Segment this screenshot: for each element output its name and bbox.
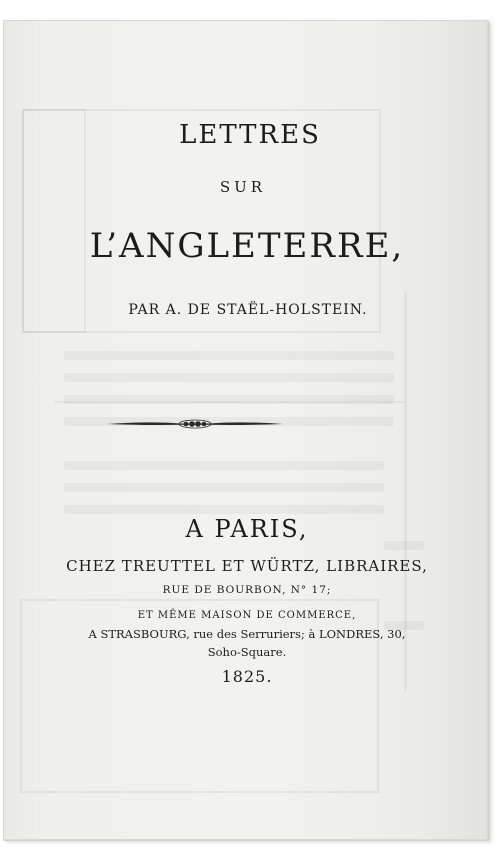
imprint-publisher: CHEZ TREUTTEL ET WÜRTZ, LIBRAIRES, [66,557,428,575]
imprint-year: 1825. [221,667,273,686]
imprint-branch-line1: ET MÊME MAISON DE COMMERCE, [137,610,357,621]
printer-ornament-icon [105,413,285,435]
title-line-2: SUR [219,178,267,196]
imprint-branch-line3: Soho-Square. [207,645,287,659]
imprint-branch-line2: A STRASBOURG, rue des Serruriers; à LONDRES, 30, [88,627,406,641]
show-through-text [64,505,384,514]
show-through-text [64,351,394,360]
imprint-street: RUE DE BOURBON, N° 17; [162,584,332,596]
title-line-1: LETTRES [179,120,321,150]
show-through-text [64,373,394,382]
author-line: PAR A. DE STAËL-HOLSTEIN. [128,302,368,318]
imprint-city: A PARIS, [185,515,309,543]
title-line-3: L’ANGLETERRE, [89,226,405,266]
show-through-text [64,395,394,404]
show-through-text [64,483,384,492]
show-through-text [64,461,384,470]
